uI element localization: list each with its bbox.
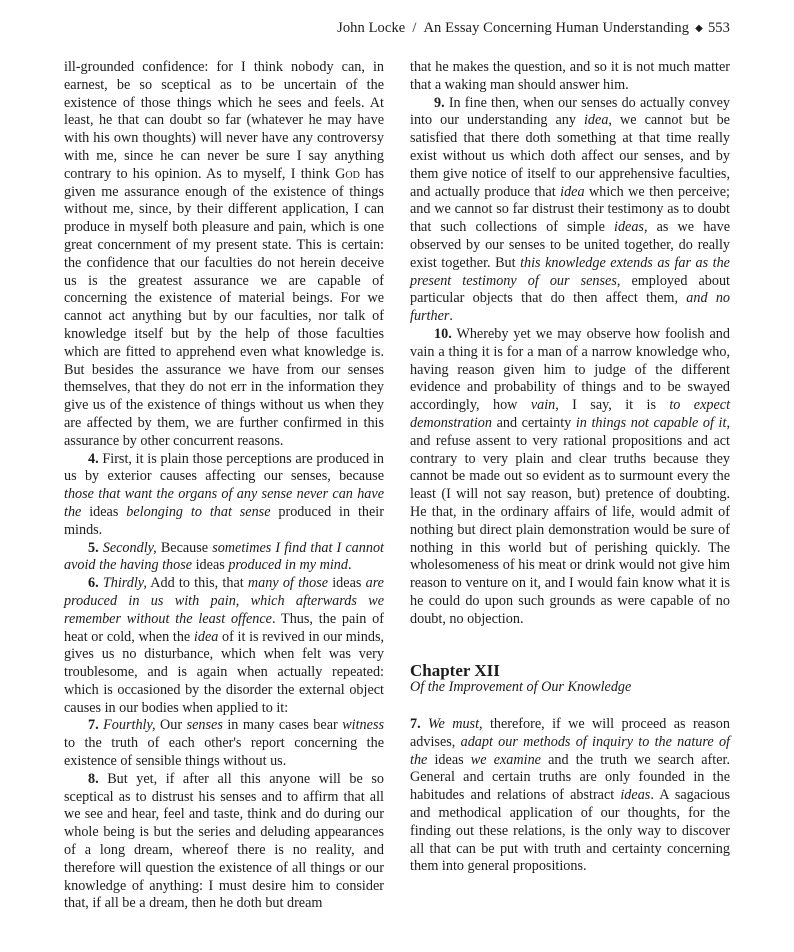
page-number: 553 bbox=[707, 20, 730, 36]
section-number: 7. bbox=[410, 716, 421, 733]
paragraph-continued: that he makes the question, and so it is not much matter that a waking man should answer him. bbox=[410, 59, 730, 93]
header-separator: / bbox=[412, 20, 417, 36]
paragraph-8: 8. But yet, if after all this anyone will be so sceptical as to distrust his senses and to affirm that all we see and hear, feel and taste, think and do during our whole being is but the series and deluding appearances of a long dream, whereof there is no reality, and therefore will question the existence of all things or our knowledge of anything: I must desire him to consider that, if all be a dream, then he doth but dream bbox=[64, 770, 384, 912]
section-number: 9. bbox=[434, 94, 445, 111]
chapter-subtitle: Of the Improvement of Our Knowledge bbox=[410, 679, 632, 696]
right-column bbox=[410, 59, 730, 876]
small-caps-god: God bbox=[335, 165, 360, 182]
paragraph-10: 10. Whereby yet we may observe how foolish and vain a thing it is for a man of a narrow knowledge who, having reason given him to judge of the different evidence and probability of things and to be swayed accordingly, how vain, I say, it is to expect demonstration and certainty in things not capable of it, and refuse assent to very rational propositions and act contrary to very plain and clear truths because they cannot be made out so evident as to surmount every the least (I will not say reason, but) pretence of doubting. He that, in the ordinary affairs of life, would admit of nothing but direct plain demonstration would be sure of nothing in this world but of perishing quickly. The wholesomeness of his meat or drink would not give him reason to venture on it, and I would fain know what it is he could do upon such grounds as were capable of no doubt, no objection. bbox=[410, 325, 731, 627]
paragraph-5: 5. Secondly, Because sometimes I find that I cannot avoid the having those ideas produced in my mind. bbox=[64, 539, 384, 574]
section-number: 7. bbox=[88, 717, 99, 734]
header-book-title: An Essay Concerning Human Understanding bbox=[423, 20, 690, 36]
paragraph-9: 9. In fine then, when our senses do actually convey into our understanding any idea, we cannot but be satisfied that there doth something at that time really exist without us which doth affect our senses, and by them give notice of itself to our apprehensive faculties, and actually produce that idea which we then perceive; and we cannot so far distrust their testimony as to doubt that such collections of simple ideas, as we have observed by our senses to be united together, do really exist together. But this knowledge extends as far as the present testimony of our senses, employed about particular objects that do then affect them, and no further. bbox=[410, 94, 731, 325]
section-number: 5. bbox=[88, 539, 99, 556]
header-author: John Locke bbox=[337, 20, 406, 36]
section-number: 10. bbox=[434, 325, 452, 342]
chapter-paragraph-7: 7. We must, therefore, if we will proceed as reason advises, adapt our methods of inquiry to the nature of the ideas we examine and the truth we search after. General and certain truths are only founded in the habitudes and relations of abstract ideas. A sagacious and methodical application of our thoughts, for the finding out these relations, is the only way to discover all that can be put with truth and certainty concerning them into general propositions. bbox=[410, 716, 731, 875]
section-number: 8. bbox=[88, 770, 99, 787]
paragraph-4: 4. First, it is plain those perceptions are produced in us by exterior causes affecting our senses, because those that want the organs of any sense never can have the ideas belonging to that sense produced in their minds. bbox=[64, 450, 384, 538]
paragraph-6: 6. Thirdly, Add to this, that many of those ideas are produced in us with pain, which afterwards we remember without the least offence. Thus, the pain of heat or cold, when the idea of it is revived in our minds, gives us no disturbance, which when felt was very troublesome, and is again when actually repeated: which is occasioned by the disorder the external object causes in our bodies when applied to it: bbox=[64, 575, 385, 716]
header-diamond-icon: ◆ bbox=[695, 23, 703, 34]
paragraph-continued: ill-grounded confidence: for I think nobody can, in earnest, be so sceptical as to be uncertain of the existence of those things which he sees and feels. At least, he that can doubt so far (whatever he may have with his own thoughts) will never have any controversy with me, since he can never be sure I say anything contrary to his opinion. As to myself, I think God has given me assurance enough of the existence of things without me, since, by their different application, I can produce in myself both pleasure and pain, which is one great concernment of my present state. This is certain: the confidence that our faculties do not herein deceive us is the greatest assurance we are capable of concerning the existence of material beings. For we cannot act anything but by our faculties, nor talk of knowledge itself but by the help of those faculties which are fitted to apprehend even what knowledge is. But besides the assurance we have from our senses themselves, that they do not err in the information they give us of the existence of things without us when they are affected by them, we are further confirmed in this assurance by other concurrent reasons. bbox=[64, 59, 384, 449]
chapter-title: Chapter XII bbox=[410, 660, 500, 680]
section-number: 4. bbox=[88, 450, 99, 467]
running-header bbox=[337, 20, 730, 37]
left-column bbox=[64, 59, 384, 913]
section-number: 6. bbox=[88, 575, 99, 592]
paragraph-7: 7. Fourthly, Our senses in many cases bear witness to the truth of each other's report concerning the existence of sensible things without us. bbox=[64, 717, 384, 770]
